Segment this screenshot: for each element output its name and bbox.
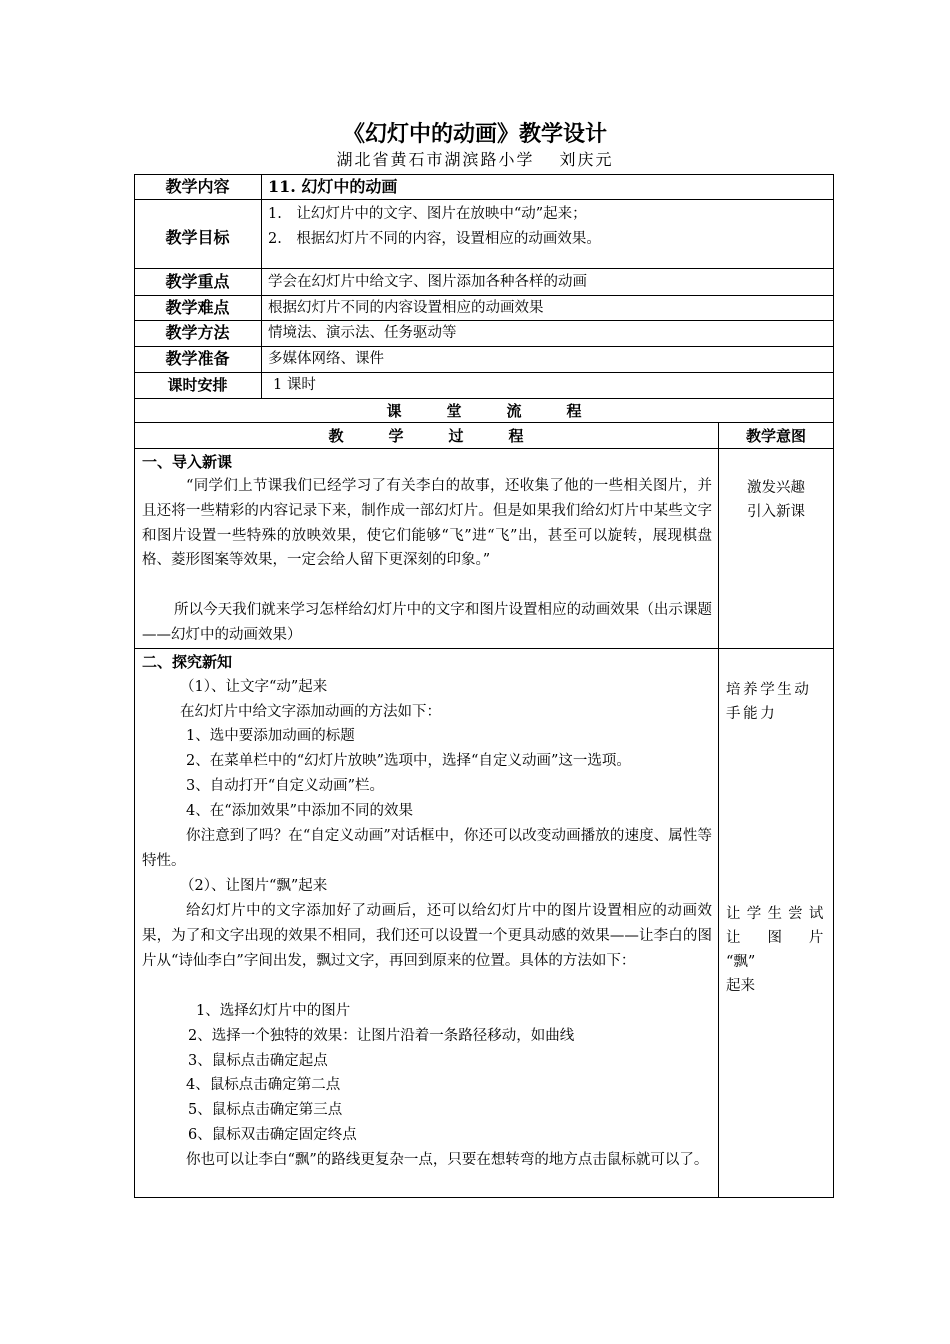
time-label: 课时安排 — [167, 376, 228, 394]
flow-title: 课 堂 流 程 — [386, 402, 582, 420]
row-divider — [134, 346, 834, 347]
section-1-intent-1: 激发兴趣 — [747, 480, 805, 496]
section-1-paragraph-2: 所以今天我们就来学习怎样给幻灯片中的文字和图片设置相应的动画效果（出示课题——幻灯中的动画效果） — [142, 602, 712, 643]
content-value: 11. 幻灯中的动画 — [268, 177, 398, 196]
time-value: 1 课时 — [273, 377, 316, 393]
row-divider — [134, 372, 834, 373]
picture-step-6: 6、鼠标双击确定固定终点 — [188, 1127, 357, 1143]
section-2-intent-b-quote: “飘” — [726, 954, 756, 970]
goal-label: 教学目标 — [165, 228, 230, 247]
row-divider — [134, 398, 834, 399]
text-step-2: 2、在菜单栏中的“幻灯片放映”选项中，选择“自定义动画”这一选项。 — [186, 753, 631, 769]
section-2-heading: 二、探究新知 — [142, 653, 233, 671]
text-step-3: 3、自动打开“自定义动画”栏。 — [186, 778, 385, 794]
section-1-paragraph-1: “同学们上节课我们已经学习了有关李白的故事，还收集了他的一些相关图片，并且还将一些精彩的内容记录下来，制作成一部幻灯片。但是如果我们给幻灯片中某些文字和图片设置一些特殊的放映效果，使它们能够“飞”进“飞”出，甚至可以旋转，展现棋盘格、菱形图案等效果，一定会给人留下更深刻的印象。” — [142, 478, 712, 569]
column-divider — [718, 422, 719, 1198]
key-value: 学会在幻灯片中给文字、图片添加各种各样的动画 — [268, 274, 587, 290]
picture-step-4: 4、鼠标点击确定第二点 — [186, 1077, 341, 1093]
row-divider — [134, 320, 834, 321]
text-step-4: 4、在“添加效果”中添加不同的效果 — [186, 803, 414, 819]
row-divider — [134, 422, 834, 423]
prep-value: 多媒体网络、课件 — [268, 351, 384, 367]
intent-header: 教学意图 — [745, 427, 806, 445]
subsection-1-intro: 在幻灯片中给文字添加动画的方法如下： — [180, 704, 441, 720]
section-2-intent-b-end: 起来 — [726, 978, 755, 994]
difficulty-label: 教学难点 — [165, 298, 230, 317]
picture-step-3: 3、鼠标点击确定起点 — [188, 1053, 328, 1069]
picture-step-2: 2、选择一个独特的效果：让图片沿着一条路径移动，如曲线 — [188, 1028, 575, 1044]
row-divider — [134, 199, 834, 200]
subsection-1-title: （1）、让文字“动”起来 — [180, 679, 328, 695]
process-header: 教 学 过 程 — [328, 427, 524, 445]
picture-step-5: 5、鼠标点击确定第三点 — [188, 1102, 343, 1118]
section-2-intent-b: 让学生尝试让 图 片 — [726, 906, 826, 946]
section-1-intent-2: 引入新课 — [747, 504, 805, 520]
method-label: 教学方法 — [165, 323, 230, 342]
text-animation-note: 你注意到了吗？在“自定义动画”对话框中，你还可以改变动画播放的速度、属性等特性。 — [142, 828, 712, 869]
document-author: 湖北省黄石市湖滨路小学 刘庆元 — [336, 150, 614, 169]
difficulty-value: 根据幻灯片不同的内容设置相应的动画效果 — [268, 300, 544, 316]
section-2-final-note: 你也可以让李白“飘”的路线更复杂一点，只要在想转弯的地方点击鼠标就可以了。 — [186, 1152, 709, 1168]
prep-label: 教学准备 — [165, 349, 230, 368]
goal-item-2: 2. 根据幻灯片不同的内容，设置相应的动画效果。 — [268, 231, 601, 247]
subsection-2-title: （2）、让图片“飘”起来 — [180, 878, 328, 894]
document-title: 《幻灯中的动画》教学设计 — [342, 121, 607, 147]
row-divider — [134, 448, 834, 449]
goal-item-1: 1. 让幻灯片中的文字、图片在放映中“动”起来； — [268, 206, 587, 222]
section-2-intent-a: 培养学生动手能力 — [726, 682, 812, 722]
method-value: 情境法、演示法、任务驱动等 — [268, 325, 457, 341]
column-divider — [261, 174, 262, 398]
row-divider — [134, 295, 834, 296]
row-divider — [134, 268, 834, 269]
text-step-1: 1、选中要添加动画的标题 — [186, 728, 355, 744]
section-1-heading: 一、导入新课 — [142, 453, 233, 471]
row-divider — [134, 648, 834, 649]
subsection-2-paragraph: 给幻灯片中的文字添加好了动画后，还可以给幻灯片中的图片设置相应的动画效果，为了和文字出现的效果不相同，我们还可以设置一个更具动感的效果——让李白的图片从“诗仙李白”字间出发，飘过文字，再回到原来的位置。具体的方法如下： — [142, 903, 712, 969]
key-label: 教学重点 — [165, 272, 230, 291]
content-label: 教学内容 — [165, 177, 230, 196]
picture-step-1: 1、选择幻灯片中的图片 — [196, 1003, 351, 1019]
